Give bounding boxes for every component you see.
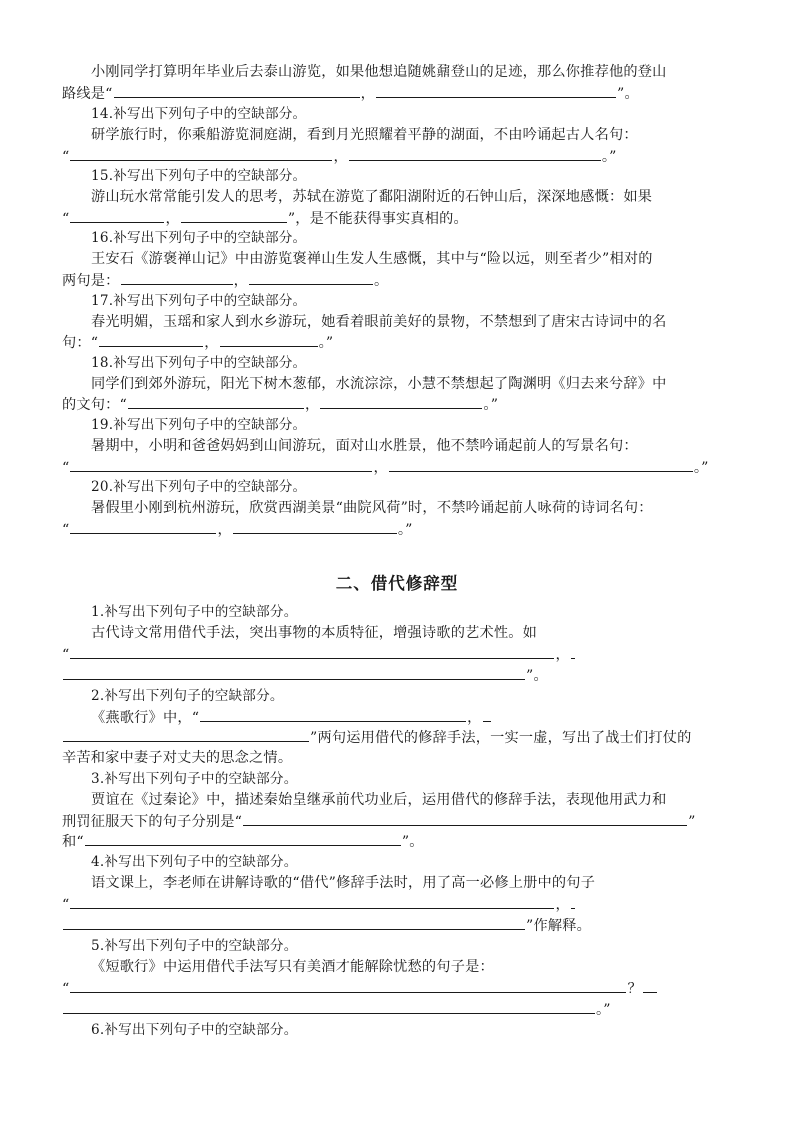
q18-prefix: 的文句：“ [62, 397, 128, 413]
answer-blank[interactable] [99, 332, 203, 347]
s2-q1-open: “ [62, 647, 70, 663]
q19-answer-line [62, 457, 709, 477]
q15-number: 15.补写出下列句子中的空缺部分。 [91, 168, 307, 184]
s2-q4-answer-line2 [62, 915, 591, 935]
s2-q3-number: 3.补写出下列句子中的空缺部分。 [91, 771, 298, 787]
s2-q5-number: 5.补写出下列句子中的空缺部分。 [91, 938, 298, 954]
q20-sep: ， [217, 522, 232, 538]
answer-blank[interactable] [483, 707, 491, 722]
q15-sep: ， [165, 211, 180, 227]
q13-sep: ， [360, 86, 376, 102]
answer-blank[interactable] [571, 894, 575, 909]
answer-blank[interactable] [233, 519, 397, 534]
answer-blank[interactable] [320, 394, 482, 409]
q13-end: ”。 [617, 86, 639, 102]
answer-blank[interactable] [249, 270, 373, 285]
s2-q2-text-line2 [62, 727, 692, 747]
answer-blank[interactable] [63, 999, 595, 1014]
s2-q4-sep: ， [555, 897, 570, 913]
s2-q4-open: “ [62, 897, 70, 913]
q16-end: 。 [373, 273, 389, 289]
s2-q2-text-line3: 辛苦和家中妻子对丈夫的思念之情。 [62, 750, 293, 766]
q14-answer-line [62, 146, 617, 166]
q20-text: 暑假里小刚到杭州游玩，欣赏西湖美景“曲院风荷”时，不禁吟诵起前人咏荷的诗词名句： [91, 500, 653, 516]
answer-blank[interactable] [376, 83, 616, 98]
q19-text: 暑期中，小明和爸爸妈妈到山间游玩，面对山水胜景，他不禁吟诵起前人的写景名句： [91, 438, 638, 454]
q19-sep: ， [373, 460, 388, 476]
q16-number: 16.补写出下列句子中的空缺部分。 [91, 230, 307, 246]
s2-q5-text: 《短歌行》中运用借代手法写只有美酒才能解除忧愁的句子是： [91, 959, 494, 975]
q13-prefix: 路线是“ [62, 86, 113, 102]
s2-q3-text-line1: 贾谊在《过秦论》中，描述秦始皇继承前代功业后，运用借代的修辞手法，表现他用武力和 [91, 792, 667, 808]
q13-text-line1: 小刚同学打算明年毕业后去泰山游览，如果他想追随姚鼐登山的足迹，那么你推荐他的登山 [91, 64, 667, 80]
answer-blank[interactable] [114, 83, 360, 98]
q15-open: “ [62, 211, 70, 227]
q16-prefix: 两句是： [62, 273, 120, 289]
s2-q3-prefix: 刑罚征服天下的句子分别是“ [62, 814, 243, 830]
s2-q2-number: 2.补写出下列句子的空缺部分。 [91, 688, 284, 704]
q14-sep: ， [333, 149, 348, 165]
section-title: 二、借代修辞型 [335, 574, 459, 593]
answer-blank[interactable] [70, 978, 626, 993]
answer-blank[interactable] [128, 394, 304, 409]
s2-q5-answer-line2 [62, 999, 611, 1019]
answer-blank[interactable] [70, 644, 554, 659]
answer-blank[interactable] [63, 727, 309, 742]
s2-q3-text-line2 [62, 811, 696, 831]
q19-number: 19.补写出下列句子中的空缺部分。 [91, 417, 307, 433]
s2-q1-end: ”。 [526, 668, 548, 684]
q17-answer-line [62, 332, 333, 352]
q15-end: ”，是不能获得事实真相的。 [287, 211, 468, 227]
answer-blank[interactable] [63, 665, 525, 680]
s2-q3-close: ” [688, 814, 696, 830]
s2-q4-end: ”作解释。 [526, 918, 592, 934]
s2-q5-answer-line1 [62, 978, 658, 998]
s2-q1-answer-line2 [62, 665, 548, 685]
s2-q4-number: 4.补写出下列句子中的空缺部分。 [91, 854, 298, 870]
s2-q3-and: 和“ [62, 834, 84, 850]
q18-text: 同学们到郊外游玩，阳光下树木葱郁，水流淙淙，小慧不禁想起了陶渊明《归去来兮辞》中 [91, 376, 667, 392]
answer-blank[interactable] [220, 332, 318, 347]
s2-q2-sep: ， [467, 710, 482, 726]
answer-blank[interactable] [243, 811, 687, 826]
answer-blank[interactable] [70, 894, 554, 909]
answer-blank[interactable] [181, 208, 287, 223]
q20-end: 。” [397, 522, 413, 538]
q18-sep: ， [305, 397, 320, 413]
answer-blank[interactable] [70, 208, 164, 223]
answer-blank[interactable] [70, 146, 332, 161]
q18-end: 。” [483, 397, 499, 413]
q19-end: 。” [693, 460, 709, 476]
answer-blank[interactable] [121, 270, 233, 285]
q17-sep: ， [204, 335, 219, 351]
s2-q5-end: 。” [596, 1002, 611, 1018]
q14-end: 。” [601, 149, 617, 165]
answer-blank[interactable] [85, 831, 401, 846]
s2-q2-text-line1 [91, 707, 492, 727]
s2-q2-mid: ”两句运用借代的修辞手法，一实一虚，写出了战士们打仗的 [310, 730, 692, 746]
q15-text: 游山玩水常常能引发人的思考，苏轼在游览了鄱阳湖附近的石钟山后，深深地感慨：如果 [91, 189, 653, 205]
q18-answer-line [62, 394, 498, 414]
answer-blank[interactable] [643, 978, 657, 993]
q14-open: “ [62, 149, 70, 165]
answer-blank[interactable] [200, 707, 466, 722]
s2-q5-question-mark: ？ [627, 981, 642, 997]
q16-sep: ， [233, 273, 248, 289]
s2-q3-text-line3 [62, 831, 424, 851]
q16-answer-line [62, 270, 388, 290]
q17-text: 春光明媚，玉瑶和家人到水乡游玩，她看着眼前美好的景物，不禁想到了唐宋古诗词中的名 [91, 314, 667, 330]
s2-q2-prefix: 《燕歌行》中，“ [91, 710, 200, 726]
answer-blank[interactable] [70, 457, 372, 472]
q13-text-line2 [62, 83, 639, 103]
q20-number: 20.补写出下列句子中的空缺部分。 [91, 479, 307, 495]
answer-blank[interactable] [70, 519, 216, 534]
answer-blank[interactable] [349, 146, 601, 161]
q20-open: “ [62, 522, 70, 538]
q14-text: 研学旅行时，你乘船游览洞庭湖，看到月光照耀着平静的湖面，不由吟诵起古人名句： [91, 127, 638, 143]
q19-open: “ [62, 460, 70, 476]
q17-number: 17.补写出下列句子中的空缺部分。 [91, 293, 307, 309]
s2-q5-open: “ [62, 981, 70, 997]
answer-blank[interactable] [571, 644, 575, 659]
q20-answer-line [62, 519, 413, 539]
s2-q1-sep: ， [555, 647, 570, 663]
answer-blank[interactable] [63, 915, 525, 930]
s2-q6-number: 6.补写出下列句子中的空缺部分。 [91, 1022, 298, 1038]
q15-answer-line [62, 208, 468, 228]
s2-q1-text: 古代诗文常用借代手法，突出事物的本质特征，增强诗歌的艺术性。如 [91, 625, 538, 641]
s2-q4-answer-line1 [62, 894, 576, 914]
q18-number: 18.补写出下列句子中的空缺部分。 [91, 355, 307, 371]
s2-q1-number: 1.补写出下列句子中的空缺部分。 [91, 604, 298, 620]
s2-q4-text: 语文课上，李老师在讲解诗歌的“借代”修辞手法时，用了高一必修上册中的句子 [91, 875, 596, 891]
q16-text: 王安石《游褒禅山记》中由游览褒禅山生发人生感慨，其中与“险以远，则至者少”相对的 [91, 251, 653, 267]
q17-prefix: 句：“ [62, 335, 99, 351]
s2-q1-answer-line1 [62, 644, 576, 664]
answer-blank[interactable] [389, 457, 693, 472]
s2-q3-end: ”。 [401, 834, 424, 850]
q17-end: 。” [318, 335, 334, 351]
q14-number: 14.补写出下列句子中的空缺部分。 [91, 106, 307, 122]
